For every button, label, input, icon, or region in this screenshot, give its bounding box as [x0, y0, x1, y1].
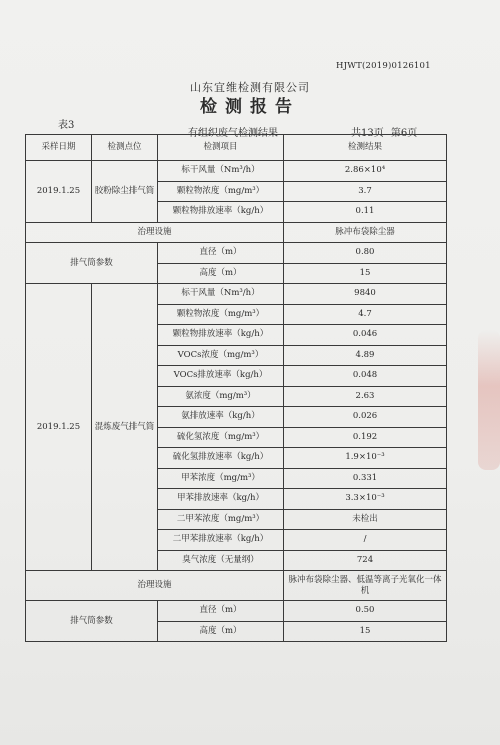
result-cell: 0.11 [284, 202, 447, 223]
group2-point: 混炼废气排气筒 [92, 284, 158, 571]
item-cell: 硫化氢浓度（mg/m³） [158, 427, 284, 448]
table-subtitle: 有组织废气检测结果 [188, 128, 278, 139]
table-number: 表3 [58, 120, 75, 131]
table-row [26, 222, 447, 243]
item-cell: 颗粒物排放速率（kg/h） [158, 325, 284, 346]
table-row [26, 243, 447, 264]
result-cell: 9840 [284, 284, 447, 305]
current-page: 第6页 [390, 128, 418, 139]
table-row [26, 571, 447, 601]
company-name: 山东宜维检测有限公司 [190, 81, 310, 94]
result-cell: 3.3×10⁻³ [284, 489, 447, 510]
item-cell: 颗粒物浓度（mg/m³） [158, 181, 284, 202]
table-header-row [26, 135, 447, 161]
group1-facility-label: 治理设施 [26, 222, 284, 243]
item-cell: 二甲苯浓度（mg/m³） [158, 509, 284, 530]
item-cell: 臭气浓度（无量纲） [158, 550, 284, 571]
result-cell: 0.048 [284, 366, 447, 387]
item-cell: 硫化氢排放速率（kg/h） [158, 448, 284, 469]
group2-facility: 脉冲布袋除尘器、低温等离子光氧化一体机 [284, 571, 447, 601]
item-cell: 二甲苯排放速率（kg/h） [158, 530, 284, 551]
group1-facility: 脉冲布袋除尘器 [284, 222, 447, 243]
result-cell: 724 [284, 550, 447, 571]
group1-date: 2019.1.25 [26, 161, 92, 223]
result-cell: 1.9×10⁻³ [284, 448, 447, 469]
header-result: 检测结果 [284, 135, 447, 161]
result-cell: 0.026 [284, 407, 447, 428]
result-cell: 2.63 [284, 386, 447, 407]
result-cell: 未检出 [284, 509, 447, 530]
item-cell: 颗粒物浓度（mg/m³） [158, 304, 284, 325]
result-cell: 0.331 [284, 468, 447, 489]
group1-stack-label: 排气筒参数 [26, 243, 158, 284]
table-row [26, 284, 447, 305]
result-cell: 3.7 [284, 181, 447, 202]
group2-date: 2019.1.25 [26, 284, 92, 571]
result-cell: 4.7 [284, 304, 447, 325]
group2-stack-label: 排气筒参数 [26, 601, 158, 642]
item-cell: 颗粒物排放速率（kg/h） [158, 202, 284, 223]
results-table [25, 134, 447, 642]
item-cell: 甲苯排放速率（kg/h） [158, 489, 284, 510]
report-number: HJWT(2019)0126101 [336, 61, 431, 71]
table-row [26, 601, 447, 622]
item-cell: VOCs排放速率（kg/h） [158, 366, 284, 387]
group2-facility-label: 治理设施 [26, 571, 284, 601]
item-cell: 标干风量（Nm³/h） [158, 284, 284, 305]
result-cell: 15 [284, 621, 447, 642]
result-cell: 0.80 [284, 243, 447, 264]
header-date: 采样日期 [26, 135, 92, 161]
result-cell: 15 [284, 263, 447, 284]
item-cell: 标干风量（Nm³/h） [158, 161, 284, 182]
result-cell: 4.89 [284, 345, 447, 366]
total-pages: 共13页 [351, 128, 384, 139]
item-cell: 甲苯浓度（mg/m³） [158, 468, 284, 489]
result-cell: / [284, 530, 447, 551]
group1-point: 胶粉除尘排气筒 [92, 161, 158, 223]
result-cell: 0.192 [284, 427, 447, 448]
header-item: 检测项目 [158, 135, 284, 161]
item-cell: 高度（m） [158, 263, 284, 284]
seal-stamp-edge [478, 330, 500, 470]
item-cell: 氨排放速率（kg/h） [158, 407, 284, 428]
report-title: 检测报告 [200, 97, 300, 117]
result-cell: 0.046 [284, 325, 447, 346]
item-cell: 直径（m） [158, 601, 284, 622]
item-cell: 氨浓度（mg/m³） [158, 386, 284, 407]
header-point: 检测点位 [92, 135, 158, 161]
item-cell: 高度（m） [158, 621, 284, 642]
result-cell: 2.86×10⁴ [284, 161, 447, 182]
table-row [26, 161, 447, 182]
item-cell: VOCs浓度（mg/m³） [158, 345, 284, 366]
result-cell: 0.50 [284, 601, 447, 622]
item-cell: 直径（m） [158, 243, 284, 264]
